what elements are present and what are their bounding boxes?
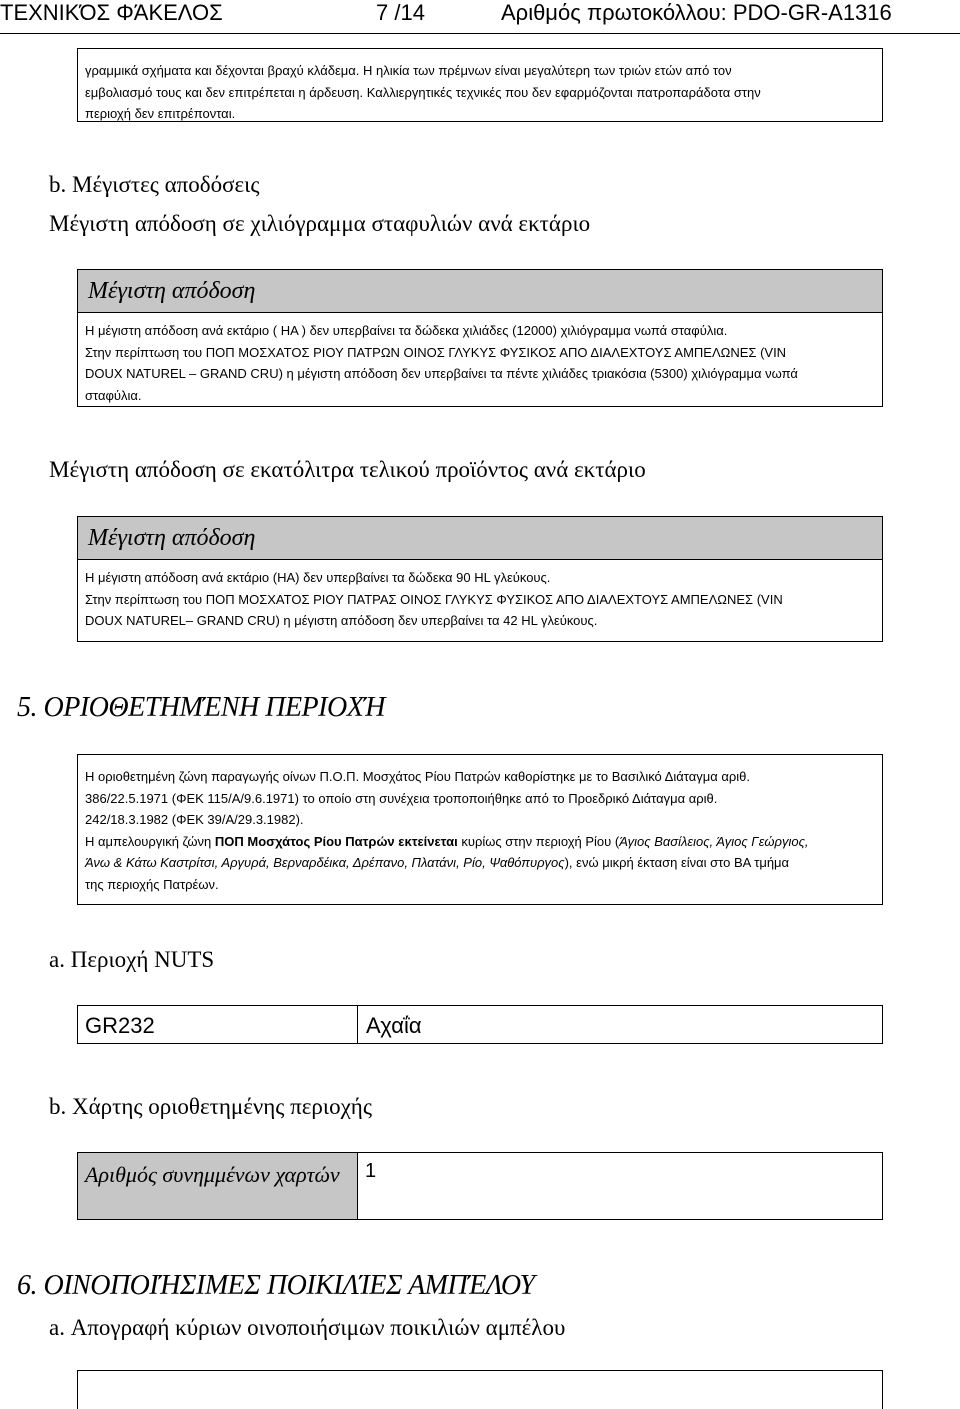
nuts-code-cell: GR232 bbox=[78, 1006, 358, 1043]
text-line bbox=[85, 852, 874, 874]
header-divider bbox=[0, 33, 960, 34]
text-run: ), ενώ μικρή έκταση είναι στο ΒΑ τμήμα bbox=[564, 855, 790, 870]
text-line: γραμμικά σχήματα και δέχονται βραχύ κλάδεμα. Η ηλικία των πρέμνων είναι μεγαλύτερη των τριών ετών από τον bbox=[85, 63, 732, 78]
locality-list: Άγιος Βασίλειος, Άγιος Γεώργιος, bbox=[619, 833, 809, 849]
text-line: σταφύλια. bbox=[85, 387, 142, 403]
text-line: 242/18.3.1982 (ΦΕΚ 39/Α/29.3.1982). bbox=[85, 812, 304, 827]
text-line: εμβολιασμό τους και δεν επιτρέπεται η άρδευση. Καλλιεργητικές τεχνικές που δεν εφαρμόζονται πατροπαράδοτα στην bbox=[85, 84, 761, 100]
map-table bbox=[77, 1152, 883, 1220]
text-run: κυρίως στην περιοχή Ρίου ( bbox=[457, 833, 620, 849]
subheading-kg-yield: Μέγιστη απόδοση σε χιλιόγραμμα σταφυλιών ανά εκτάριο bbox=[49, 211, 591, 236]
document-title: ΤΕΧΝΙΚΌΣ ΦΆΚΕΛΟΣ bbox=[0, 0, 223, 25]
text-line: Η μέγιστη απόδοση ανά εκτάριο ( HA ) δεν υπερβαίνει τα δώδεκα χιλιάδες (12000) χιλιόγραμμα νωπά σταφύλια. bbox=[85, 323, 728, 338]
pdo-zone-name: ΠΟΠ Μοσχάτος Ρίου Πατρών εκτείνεται bbox=[214, 833, 458, 849]
box-header: Μέγιστη απόδοση bbox=[78, 270, 882, 313]
text-run: Η αμπελουργική ζώνη bbox=[85, 833, 215, 849]
section-heading-max-yields: b. Μέγιστες αποδόσεις bbox=[49, 172, 260, 197]
max-yield-kg-box bbox=[77, 269, 883, 407]
protocol-number: Αριθμός πρωτοκόλλου: PDO-GR-A1316 bbox=[501, 0, 892, 25]
locality-list: Άνω & Κάτω Καστρίτσι, Αργυρά, Βερναρδέικα, Δρέπανο, Πλατάνι, Ρίο, Ψαθόπυργος bbox=[85, 855, 565, 870]
text-line: περιοχή δεν επιτρέπονται. bbox=[85, 106, 236, 121]
demarcated-area-box bbox=[77, 754, 883, 905]
varieties-box bbox=[77, 1370, 883, 1409]
text-line: Η οριοθετημένη ζώνη παραγωγής οίνων Π.Ο.Π. Μοσχάτος Ρίου Πατρών καθορίστηκε με το Βασιλικό Διάταγμα αριθ. bbox=[85, 769, 750, 784]
section-heading-grape-varieties: 6. ΟΙΝΟΠΟΙΉΣΙΜΕΣ ΠΟΙΚΙΛΊΕΣ ΑΜΠΈΛΟΥ bbox=[17, 1270, 535, 1301]
map-label-cell: Αριθμός συνημμένων χαρτών bbox=[78, 1153, 358, 1219]
text-line: 386/22.5.1971 (ΦΕΚ 115/Α/9.6.1971) το οποίο στη συνέχεια τροποποιήθηκε από το Προεδρικό Διάταγμα αριθ. bbox=[85, 790, 718, 806]
nuts-table bbox=[77, 1005, 883, 1044]
map-count-cell: 1 bbox=[365, 1160, 377, 1182]
page-number: 7 /14 bbox=[376, 0, 425, 25]
max-yield-hl-box bbox=[77, 516, 883, 642]
text-line: της περιοχής Πατρέων. bbox=[85, 876, 219, 892]
nuts-name-cell: Αχαΐα bbox=[366, 1013, 422, 1038]
cultivation-text-box bbox=[77, 48, 883, 122]
text-line: DOUX NATUREL– GRAND CRU) η μέγιστη απόδοση δεν υπερβαίνει τα 42 HL γλεύκους. bbox=[85, 613, 598, 628]
subheading-nuts-area: a. Περιοχή NUTS bbox=[49, 947, 215, 972]
text-line: Στην περίπτωση του ΠΟΠ ΜΟΣΧΑΤΟΣ ΡΙΟΥ ΠΑΤΡΩΝ ΟΙΝΟΣ ΓΛΥΚΥΣ ΦΥΣΙΚΟΣ ΑΠΟ ΔΙΑΛΕΧΤΟΥΣ ΑΜΠΕΛΩΝΕΣ (VIN bbox=[85, 344, 787, 360]
section-heading-demarcated-area: 5. ΟΡΙΟΘΕΤΗΜΈΝΗ ΠΕΡΙΟΧΉ bbox=[17, 692, 385, 723]
box-header: Μέγιστη απόδοση bbox=[78, 517, 882, 560]
text-line: Η μέγιστη απόδοση ανά εκτάριο (HA) δεν υπερβαίνει τα δώδεκα 90 HL γλεύκους. bbox=[85, 570, 551, 585]
text-line: DOUX NATUREL – GRAND CRU) η μέγιστη απόδοση δεν υπερβαίνει τα πέντε χιλιάδες τριακόσια (5300) χιλιόγραμμα νωπά bbox=[85, 366, 798, 381]
text-line: Στην περίπτωση του ΠΟΠ ΜΟΣΧΑΤΟΣ ΡΙΟΥ ΠΑΤΡΑΣ ΟΙΝΟΣ ΓΛΥΚΥΣ ΦΥΣΙΚΟΣ ΑΠΟ ΔΙΑΛΕΧΤΟΥΣ ΑΜΠΕΛΩΝΕΣ (VIN bbox=[85, 591, 783, 607]
subheading-varieties-inventory: a. Απογραφή κύριων οινοποιήσιμων ποικιλιών αμπέλου bbox=[49, 1315, 566, 1340]
text-line bbox=[85, 831, 874, 853]
subheading-area-map: b. Χάρτης οριοθετημένης περιοχής bbox=[49, 1094, 372, 1119]
subheading-hl-yield: Μέγιστη απόδοση σε εκατόλιτρα τελικού προϊόντος ανά εκτάριο bbox=[49, 457, 646, 482]
